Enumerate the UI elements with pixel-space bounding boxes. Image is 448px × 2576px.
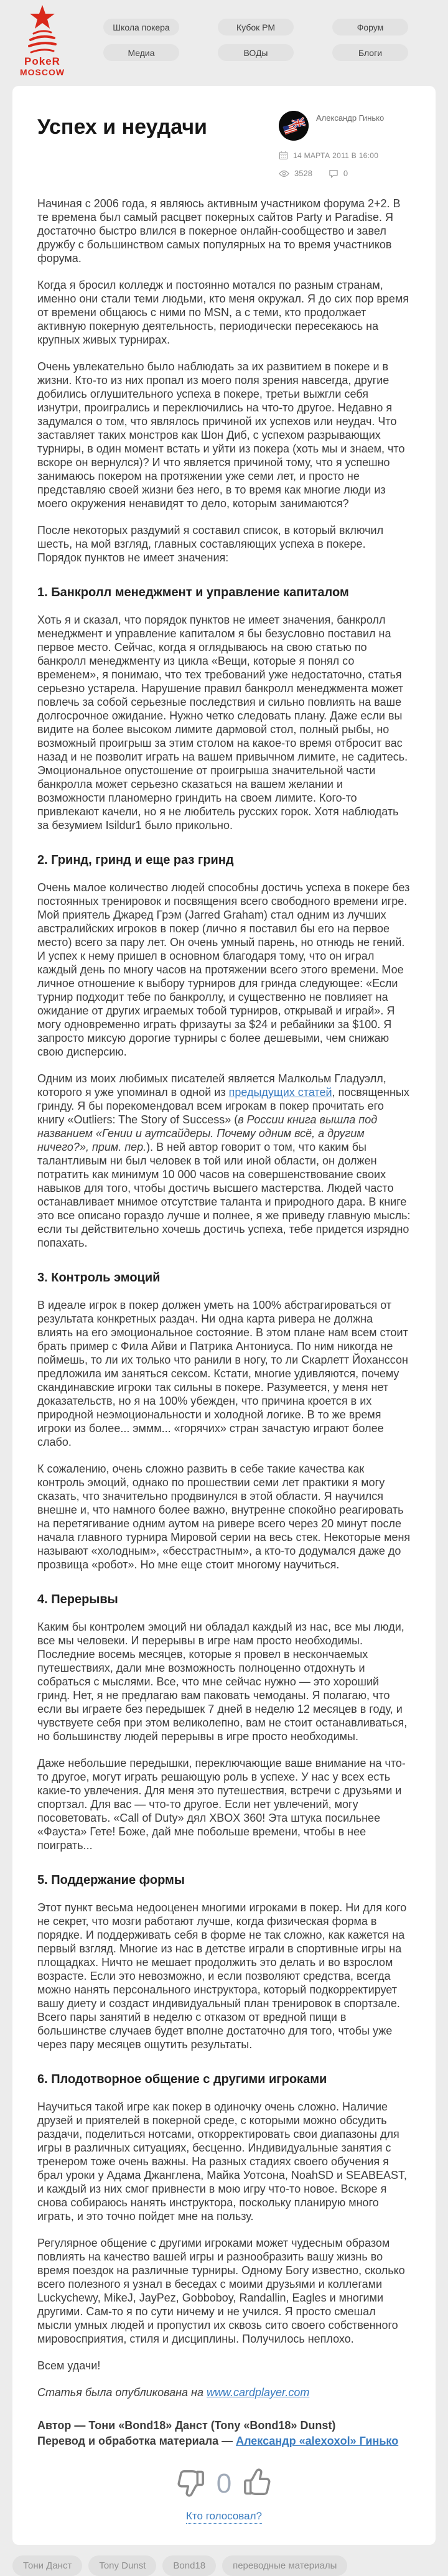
thumbs-down-icon[interactable] bbox=[172, 2465, 207, 2500]
text-segment: Автор — Тони «Bond18» Данст (Tony «Bond18» Dunst) bbox=[37, 2419, 336, 2432]
avatar[interactable] bbox=[279, 111, 309, 141]
main-nav bbox=[103, 19, 408, 61]
publish-date: 14 МАРТА 2011 В 16:00 bbox=[293, 151, 379, 160]
text-segment: 1. Банкролл менеджмент и управление капиталом bbox=[37, 586, 349, 599]
paragraph bbox=[37, 1901, 411, 2051]
vote-count: 0 bbox=[216, 2468, 232, 2499]
section-heading bbox=[37, 2072, 411, 2087]
author-name[interactable]: Александр Гинько bbox=[316, 113, 385, 123]
nav-button[interactable]: Блоги bbox=[332, 44, 408, 61]
section-heading bbox=[37, 1270, 411, 1285]
site-header bbox=[0, 0, 448, 86]
text-segment: Хоть я и сказал, что порядок пунктов не имеет значения, банкролл менеджмент и управление капиталом я бы безусловно поставил на первое место. Сейчас, когда я оглядываюсь на свою статью по банкролл менеджменту из цикла «Вещи, которые я понял со временем», я понимаю, что тех требований уже недостаточно, статья серьезно устарела. Нарушение правил банкролл менеджмента может повлечь за собой серьезные последствия и сильно повлиять на ваше долгосрочное ожидание. Нужно четко следовать плану. Даже если вы видите на более высоком лимите дармовой стол, полный рыбы, но возможный проигрыш за этим столом на какое-то время отбросит вас назад и не позволит играть на вашем привычном лимите, не садитесь. Эмоциональное опустошение от проигрыша значительной части банкролла может серьезно сказаться на вашем желании и возможности планомерно гриндить на своем лимите. Кого-то привлекают качели, но я не любитель русских горок. Хотя наблюдать за безумием Isildur1 было прикольно. bbox=[37, 614, 408, 831]
text-segment: В идеале игрок в покер должен уметь на 100% абстрагироваться от результата конкретных раздач. Ни одна карта ривера не должна влиять на его эмоциональное состояние. В этом плане нам всем стоит брать пример с Фила Айви и Патрика Антониуса. По ним никогда не поймешь, то ли их только что ранили в ногу, то ли Скарлетт Йоханссон предложила им заняться сексом. Кстати, многие удивляются, почему скандинавские игроки так сильны в покере. Разумеется, у меня нет доказательств, но я на 100% убежден, что причина кроется в их природной неэмоциональности и холодной логике. В то же время игроки из более... эммм... «горячих» стран зачастую играют более слабо. bbox=[37, 1299, 408, 1448]
text-segment: , посвященных гринду. Я бы порекомендовал всем игрокам в покер прочитать его книгу «Outliers: The Story of Success» ( bbox=[37, 1086, 409, 1126]
logo-star-icon bbox=[17, 4, 67, 56]
text-segment: Одним из моих любимых писателей является Малкольм Гладуэлл, которого я уже упоминал в одной из bbox=[37, 1072, 386, 1098]
section-heading bbox=[37, 585, 411, 600]
text-segment: в России книга вышла под названием «Гении и аутсайдеры. Почему одним всё, а другим ничего?», прим. пер. bbox=[37, 1113, 378, 1153]
logo-text: PokeR MOSCOW bbox=[19, 55, 65, 77]
paragraph bbox=[37, 1462, 411, 1571]
flags-avatar-icon bbox=[279, 111, 309, 141]
inline-link[interactable]: предыдущих статей bbox=[228, 1086, 332, 1098]
paragraph bbox=[37, 881, 411, 1059]
paragraph bbox=[37, 523, 411, 564]
text-segment: 2. Гринд, гринд и еще раз гринд bbox=[37, 853, 234, 867]
tag-pill[interactable]: переводные материалы bbox=[222, 2555, 347, 2576]
publish-date-row bbox=[279, 151, 411, 160]
text-segment: Перевод и обработка материала — bbox=[37, 2435, 236, 2447]
article-header bbox=[37, 111, 411, 178]
views-count: 3528 bbox=[294, 169, 312, 178]
paragraph bbox=[37, 1756, 411, 1852]
text-segment: Очень малое количество людей способны достичь успеха в покере без постоянных тренировок и посвящения всего свободного времени игре. Мой приятель Джаред Грэм (Jarred Graham) стал одним из лучших австралийских игроков в покер (лично я поставил бы его на первое место) всего за пару лет. Он очень умный парень, но отнюдь не гений. И успех к нему пришел в основном благодаря тому, что он играл каждый день по многу часов на протяжении всего этого времени. Мое личное отношение к выбору турниров для гринда следующее: «Если турнир подходит тебе по банкроллу, и существенно не повлияет на ожидание от других играемых тобой турниров, открывай и играй». Я могу одновременно играть фризауты за $24 и ребайники за $100. Я запросто миксую дорогие турниры с более дешевыми, чем снижаю свою дисперсию. bbox=[37, 881, 410, 1058]
inline-link[interactable]: www.cardplayer.com bbox=[206, 2386, 310, 2399]
nav-button[interactable]: Школа покера bbox=[103, 19, 179, 35]
text-segment: Научиться такой игре как покер в одиночку очень сложно. Наличие друзей и приятелей в покерной среде, с которыми можно обсудить раздачи, поделиться нотсами, откорректировать свои диапазоны для игры в различных ситуациях, бесценно. Индивидуальные занятия с тренером тоже очень важны. На разных стадиях своего обучения я брал уроки у Адама Джанглена, Майка Уотсона, NoahSD и SEABEAST, и каждый из них смог привнести в мою игру что-то новое. Вскоре я снова собираюсь нанять инструктора, поскольку планирую много играть, и это точно пойдет мне на пользу. bbox=[37, 2101, 408, 2222]
section-heading bbox=[37, 1592, 411, 1607]
text-segment: Всем удачи! bbox=[37, 2359, 101, 2372]
paragraph bbox=[37, 2386, 411, 2399]
vote-widget bbox=[37, 2465, 411, 2524]
tags-row bbox=[12, 2555, 436, 2576]
text-segment: Регулярное общение с другими игроками может чудесным образом повлиять на качество вашей игры и разнообразить вашу жизнь во время поездок на различные турниры. Одному Богу известно, сколько всего полезного я узнал в беседах с моими друзьями и коллегами Luckychewy, MikeJ, JayPez, Gobboboy, Randallin, Eagles и многими другими. Сам-то я по сути ничему и не учился. Я просто смешал мысли умных людей и пропустил их сквозь сито своего собственного мировосприятия, стиля и дисциплины. Получилось неплохо. bbox=[37, 2237, 405, 2345]
calendar-icon bbox=[279, 151, 288, 160]
pokermoscow-logo[interactable] bbox=[14, 4, 71, 77]
author-box bbox=[279, 111, 411, 178]
nav-button[interactable]: Форум bbox=[332, 19, 408, 35]
comments-stat[interactable] bbox=[329, 169, 348, 178]
paragraph bbox=[37, 2236, 411, 2346]
tag-pill[interactable]: Bond18 bbox=[162, 2555, 216, 2576]
article-card bbox=[12, 86, 436, 2545]
nav-button[interactable]: Кубок РМ bbox=[218, 19, 294, 35]
paragraph bbox=[37, 360, 411, 510]
eye-icon bbox=[279, 170, 289, 177]
article-body bbox=[37, 197, 411, 2449]
page-title: Успех и неудачи bbox=[37, 115, 207, 139]
text-segment: 3. Контроль эмоций bbox=[37, 1271, 161, 1285]
text-segment: После некоторых раздумий я составил список, в который включил шесть, на мой взгляд, главных составляющих успеха в покере. Порядок пунктов не имеет значения: bbox=[37, 524, 384, 564]
tag-pill[interactable]: Tony Dunst bbox=[88, 2555, 156, 2576]
text-segment: Статья была опубликована на bbox=[37, 2386, 207, 2399]
section-heading bbox=[37, 1873, 411, 1888]
comments-count: 0 bbox=[343, 169, 348, 178]
text-segment: К сожалению, очень сложно развить в себе такие качества как контроль эмоций, однако по прошествии семи лет практики я могу сказать, что значительно продвинулся в этой области. Я научился внешне и, что намного более важно, внутренне спокойно реагировать на перетягивание одним аутом на ривере всего через 20 минут после начала главного турнира Мировой серии на весь стек. Некоторые меня называют «холодным», «бесстрастным», а кто-то додумался даже до прозвища «робот». Но мне еще стоит многому научиться. bbox=[37, 1463, 411, 1571]
text-segment: 5. Поддержание формы bbox=[37, 1873, 185, 1887]
text-segment: Этот пункт весьма недооценен многими игроками в покер. Ни для кого не секрет, что мозги работают лучше, когда физическая форма в порядке. И поддерживать себя в форме не так сложно, как кажется на первый взгляд. Многие из нас в детстве играли в спортивные игры на площадках. Ничто не мешает продолжить это делать и во взрослом возрасте. Если это невозможно, и если позволяют средства, всегда можно нанять персонального инструктора, который подкорректирует вашу диету и создаст индивидуальный план тренировок в спортзале. Всего пары занятий в неделю с отказом от вредной пищи в большинстве случаев будет вполне достаточно для того, чтобы уже через пару месяцев ощутить результаты. bbox=[37, 1901, 407, 2051]
text-segment: Очень увлекательно было наблюдать за их развитием в покере и в жизни. Кто-то из них пропал из моего поля зрения навсегда, другие добились оглушительного успеха в покере, третьи выжгли себя изнутри, проигрались и переключились на что-то другое. Недавно я задумался о том, что являлось причиной их успехов или неудач. Что заставляет таких монстров как Шон Диб, с успехом разрывающих турниры, в один момент встать и уйти из покера (хоть мы и знаем, что вскоре он вернулся)? И что является причиной тому, что я успешно занимаюсь покером на протяжении уже семи лет, и просто не представляю своей жизни без него, в то время как многие люди из моего окружения ненавидят то дело, которым занимаются? bbox=[37, 360, 405, 510]
inline-link[interactable]: Александр «alexoxol» Гинько bbox=[236, 2435, 399, 2447]
paragraph bbox=[37, 613, 411, 832]
nav-button[interactable]: ВОДы bbox=[218, 44, 294, 61]
paragraph bbox=[37, 1298, 411, 1449]
comment-icon bbox=[329, 169, 338, 178]
paragraph bbox=[37, 197, 411, 265]
text-segment: Начиная с 2006 года, я являюсь активным участником форума 2+2. В те времена был самый расцвет покерных сайтов Party и Paradise. Я достаточно быстро влился в покерное онлайн-сообщество и завел дружбу с большинством самых популярных на то время участников форума. bbox=[37, 197, 401, 265]
stats-row bbox=[279, 169, 411, 178]
paragraph bbox=[37, 2359, 411, 2372]
thumbs-up-icon[interactable] bbox=[241, 2465, 276, 2500]
tag-pill[interactable]: Тони Данст bbox=[12, 2555, 82, 2576]
paragraph bbox=[37, 2100, 411, 2223]
paragraph bbox=[37, 1620, 411, 1743]
nav-button[interactable]: Медиа bbox=[103, 44, 179, 61]
text-segment: Когда я бросил колледж и постоянно мотался по разным странам, именно они стали теми людьми, кто меня окружал. Я до сих пор время от времени общаюсь с ними по MSN, а с теми, кто продолжает активную покерную деятельность, периодически пересекаюсь на крупных живых турнирах. bbox=[37, 279, 409, 346]
who-voted-link[interactable]: Кто голосовал? bbox=[186, 2510, 262, 2524]
paragraph bbox=[37, 2418, 411, 2449]
paragraph bbox=[37, 1072, 411, 1250]
text-segment: Даже небольшие передышки, переключающие ваше внимание на что-то другое, могут играть решающую роль в успехе. У нас у всех есть какие-то увлечения. Для меня это путешествия, встречи с друзьями и спортзал. Для вас — что-то другое. Если нет увлечений, могу посоветовать. «Call of Duty» дял XBOX 360! Эта штука посильнее «Фауста» Гете! Боже, дай мне побольше времени, чтобы в нее поиграть... bbox=[37, 1757, 406, 1852]
text-segment: Каким бы контролем эмоций ни обладал каждый из нас, все мы люди, все мы человеки. И перерывы в игре нам просто необходимы. Последние восемь месяцев, которые я провел в нескончаемых путешествиях, дали мне возможность полноценно отдохнуть и собраться с мыслями. Все, что мне сейчас нужно — это хороший гринд. Нет, я не предлагаю вам паковать чемоданы. Я полагаю, что если вы играете без передышек 7 дней в неделю 12 месяцев в году, и чувствуете себя при этом великолепно, вам не стоит останавливаться, но большинству людей перерывы в игре просто необходимы. bbox=[37, 1621, 408, 1743]
views-stat bbox=[279, 169, 312, 178]
text-segment: 4. Перерывы bbox=[37, 1593, 118, 1606]
text-segment: ). В ней автор говорит о том, что каким бы талантливым ни был человек в той или иной области, он должен потратить как минимум 10 000 часов на совершенствование своих навыков для того, чтобы достичь высшего мастерства. Людей часто останавливает мнимое отсутствие таланта и природного дара. В книге это все описано гораздо лучше и полнее, я же приведу главную мысль: если ты действительно хочешь достичь успеха, тебе придется изрядно попахать. bbox=[37, 1141, 411, 1249]
section-heading bbox=[37, 853, 411, 868]
text-segment: 6. Плодотворное общение с другими игроками bbox=[37, 2073, 327, 2086]
paragraph bbox=[37, 278, 411, 347]
